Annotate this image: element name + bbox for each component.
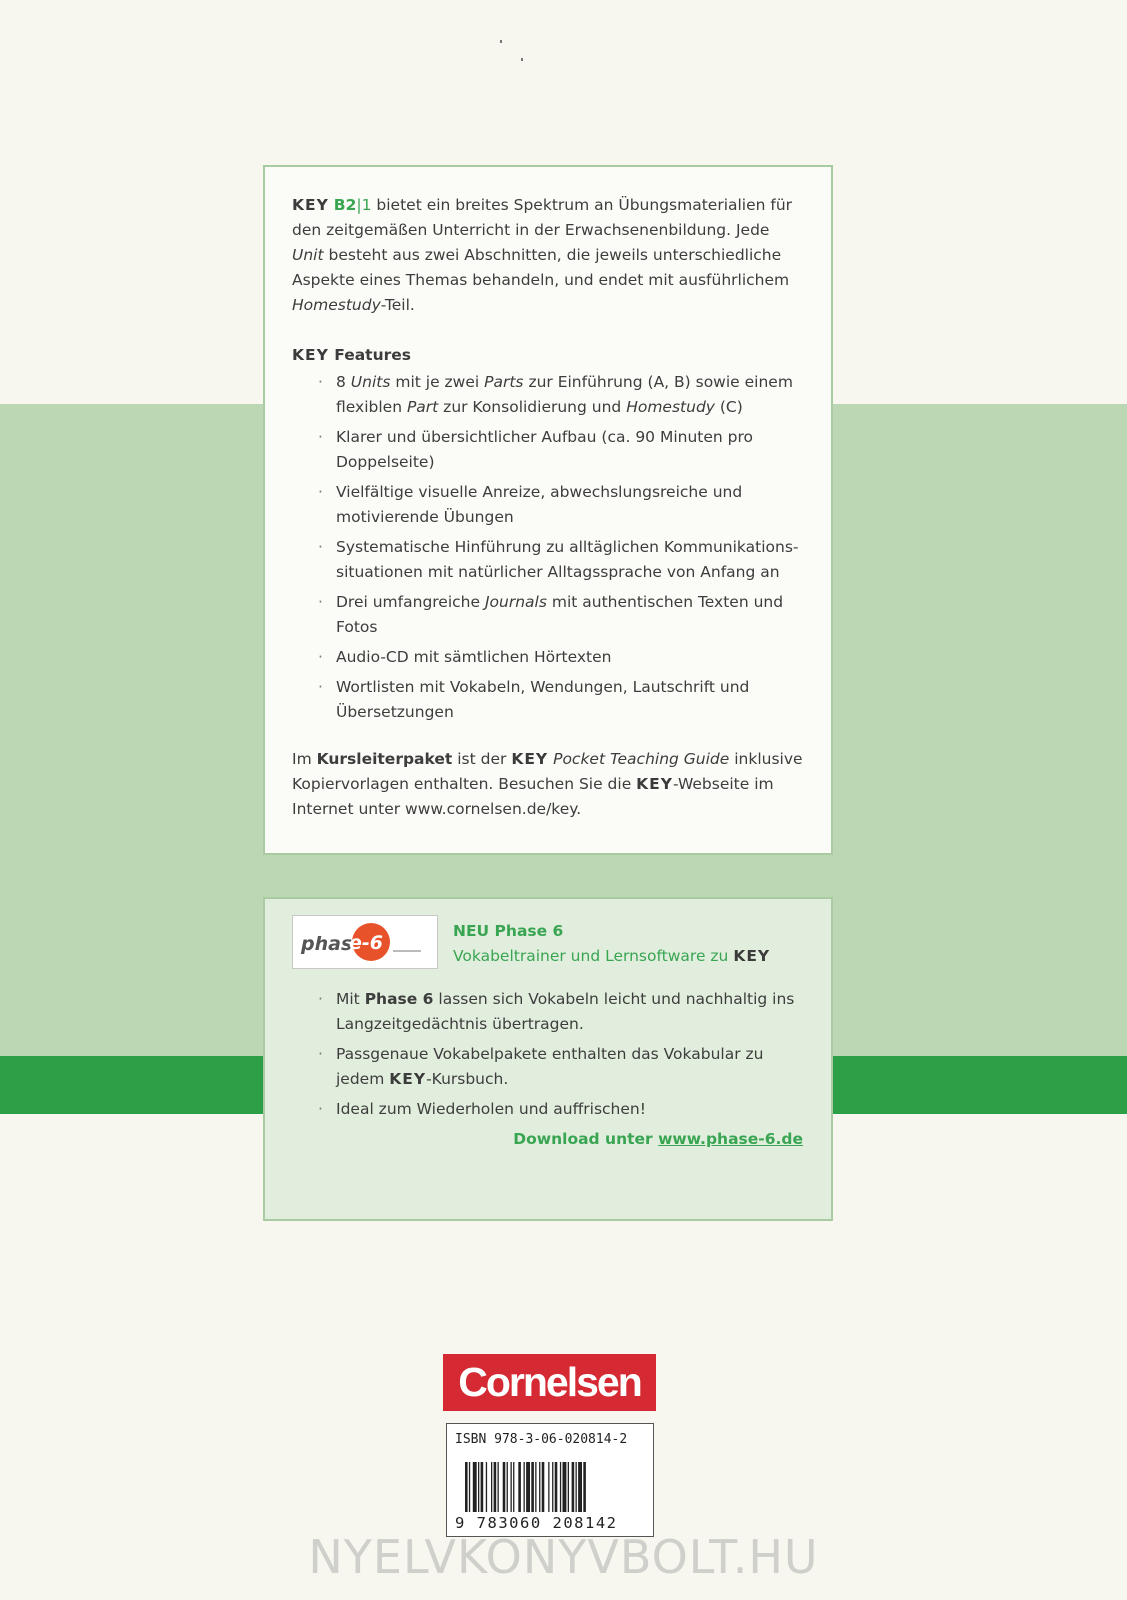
list-item: · Ideal zum Wiederholen und auffrischen! <box>336 1097 803 1122</box>
barcode-bar <box>526 1462 530 1512</box>
svg-text:phas: phas <box>301 933 353 955</box>
intro-homestudy-term: Homestudy <box>292 296 381 314</box>
print-speck <box>500 40 502 43</box>
list-item: · Systematische Hinführung zu alltäglichen Kommunikationssituationen mit natürlicher Alltagssprache von Anfang an <box>336 535 803 585</box>
barcode-bar <box>511 1462 512 1512</box>
level-label: B2 <box>333 196 357 214</box>
ean-number: 9 783060 208142 <box>455 1514 618 1532</box>
cornelsen-logo: Cornelsen <box>443 1354 656 1411</box>
phase6-list <box>292 987 803 1122</box>
list-item: · Passgenaue Vokabelpakete enthalten das Vokabular zu jedem KEY-Kursbuch. <box>336 1042 803 1092</box>
phase6-logo-icon <box>293 916 437 968</box>
barcode-bar <box>524 1462 525 1512</box>
level-part: 1 <box>361 196 372 214</box>
barcode-bar <box>535 1462 536 1512</box>
barcode-bar <box>555 1462 558 1512</box>
phase6-header <box>292 915 803 969</box>
list-item: · Drei umfangreiche Journals mit authentischen Texten und Fotos <box>336 590 803 640</box>
print-speck <box>521 58 523 61</box>
closing-paragraph: Im Kursleiterpaket ist der KEY Pocket Teaching Guide inklusive Kopiervorlagen enthalten. Besuchen Sie die KEY-Webseite im Internet unter www.cornelsen.de/key. <box>292 750 803 818</box>
barcode-bar <box>486 1462 487 1512</box>
barcode-bar <box>473 1462 477 1512</box>
pocket-guide-term: Pocket Teaching Guide <box>553 750 730 768</box>
barcode-bar <box>572 1462 575 1512</box>
barcode-bar <box>513 1462 514 1512</box>
phase6-box <box>263 897 833 1221</box>
phase6-subtitle: Vokabeltrainer und Lernsoftware zu KEY <box>453 947 771 965</box>
barcode-icon <box>465 1462 637 1512</box>
key-logo-text: KEY <box>636 775 673 793</box>
download-link[interactable]: www.phase-6.de <box>658 1130 803 1148</box>
barcode-bar <box>531 1462 534 1512</box>
phase6-title: NEU Phase 6 <box>453 922 564 940</box>
intro-text: -Teil. <box>380 296 415 314</box>
description-box <box>263 165 833 855</box>
barcode-bar <box>542 1462 545 1512</box>
phase6-logo <box>292 915 438 969</box>
key-logo-text: KEY <box>511 750 549 768</box>
barcode-bar <box>578 1462 582 1512</box>
intro-unit-term: Unit <box>292 246 324 264</box>
list-item: · 8 Units mit je zwei Parts zur Einführung (A, B) sowie einem flexiblen Part zur Konsolidierung und Homestudy (C) <box>336 370 803 420</box>
barcode-bar <box>465 1462 468 1512</box>
barcode-bar <box>552 1462 553 1512</box>
barcode-bar <box>568 1462 569 1512</box>
key-logo-text: KEY <box>733 947 771 965</box>
isbn-barcode <box>446 1423 654 1537</box>
key-logo-text: KEY <box>292 196 329 214</box>
intro-paragraph <box>292 193 803 318</box>
barcode-bar <box>507 1462 508 1512</box>
barcode-bar <box>491 1462 492 1512</box>
barcode-bar <box>560 1462 561 1512</box>
download-line <box>292 1127 803 1152</box>
list-item: · Mit Phase 6 lassen sich Vokabeln leicht und nachhaltig ins Langzeitgedächtnis übertragen. <box>336 987 803 1037</box>
level-separator: | <box>356 196 362 214</box>
barcode-bar <box>469 1462 470 1512</box>
barcode-bar <box>563 1462 567 1512</box>
barcode-bar <box>583 1462 586 1512</box>
kursleiterpaket-term: Kursleiterpaket <box>316 750 453 768</box>
key-logo-text: KEY <box>292 346 329 364</box>
phase6-header-text <box>453 915 770 969</box>
list-item: · Vielfältige visuelle Anreize, abwechslungsreiche und motivierende Übungen <box>336 480 803 530</box>
download-label: Download unter <box>513 1130 653 1148</box>
intro-text: besteht aus zwei Abschnitten, die jeweils unterschiedliche Aspekte eines Themas behandeln, und endet mit ausführlichem <box>292 246 790 289</box>
list-item: · Audio-CD mit sämtlichen Hörtexten <box>336 645 803 670</box>
barcode-bar <box>498 1462 499 1512</box>
intro-text: bietet ein breites Spektrum an Übungsmaterialien für den zeitgemäßen Unterricht in der Erwachsenenbildung. Jede <box>292 196 793 239</box>
list-item: · Klarer und übersichtlicher Aufbau (ca. 90 Minuten pro Doppelseite) <box>336 425 803 475</box>
svg-text:e-6: e-6 <box>349 932 383 954</box>
key-logo-text: KEY <box>389 1070 427 1088</box>
barcode-bar <box>539 1462 540 1512</box>
barcode-bar <box>548 1462 549 1512</box>
features-heading <box>292 343 803 368</box>
features-list <box>292 370 803 725</box>
barcode-bar <box>503 1462 506 1512</box>
list-item: · Wortlisten mit Vokabeln, Wendungen, Lautschrift und Übersetzungen <box>336 675 803 725</box>
watermark: NYELVKONYVBOLT.HU <box>308 1530 819 1584</box>
barcode-bar <box>481 1462 484 1512</box>
barcode-bar <box>576 1462 577 1512</box>
barcode-bar <box>478 1462 479 1512</box>
features-heading-text: Features <box>334 346 411 364</box>
barcode-bar <box>518 1462 521 1512</box>
isbn-text: ISBN 978-3-06-020814-2 <box>455 1432 628 1447</box>
barcode-bar <box>494 1462 497 1512</box>
